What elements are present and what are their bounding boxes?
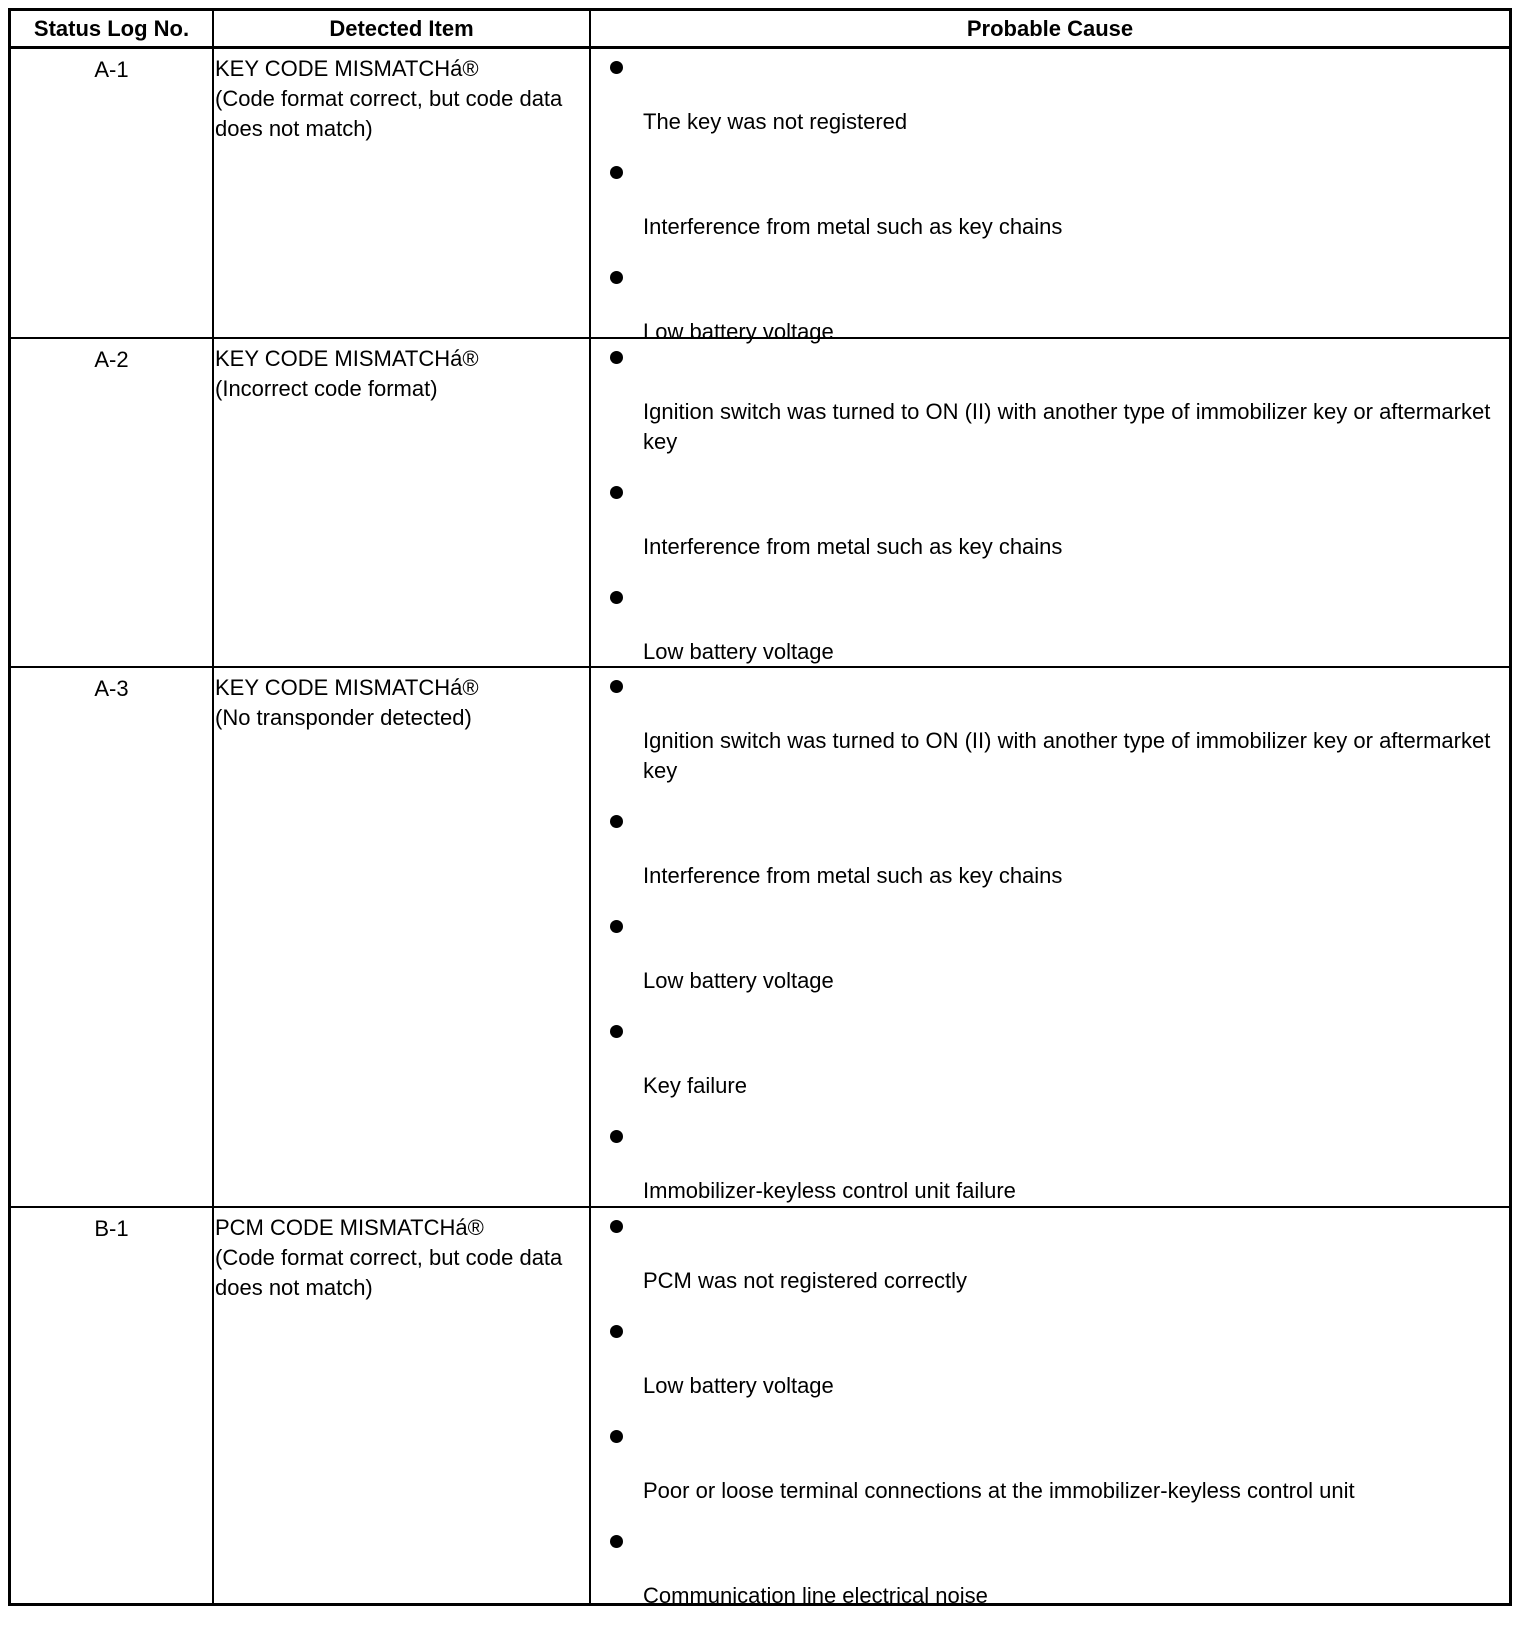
detected-item-title: KEY CODE MISMATCHá® [215, 56, 479, 81]
bullet-icon [610, 486, 623, 499]
detected-item-detail: (Code format correct, but code data does not match) [215, 86, 563, 141]
cause-item [592, 803, 1507, 908]
cause-text: Immobilizer-keyless control unit failure [643, 1178, 1016, 1203]
header-detected-item: Detected Item [329, 15, 474, 41]
table-row [11, 1208, 1509, 1608]
cause-item [592, 1523, 1507, 1628]
probable-cause-list [592, 1208, 1507, 1628]
detected-item [215, 54, 575, 144]
detected-item [215, 344, 575, 404]
detected-item [215, 1213, 575, 1303]
cause-text: Interference from metal such as key chains [643, 534, 1063, 559]
cause-text: Key failure [643, 1073, 747, 1098]
bullet-icon [610, 680, 623, 693]
bullet-icon [610, 591, 623, 604]
cause-text: Poor or loose terminal connections at the immobilizer-keyless control unit [643, 1478, 1355, 1503]
cause-text: Interference from metal such as key chains [643, 214, 1063, 239]
cause-item [592, 668, 1507, 803]
cause-text: Low battery voltage [643, 639, 834, 664]
cause-text: Low battery voltage [643, 1373, 834, 1398]
status-log-no: A-2 [94, 347, 129, 372]
cause-text: Ignition switch was turned to ON (II) with another type of immobilizer key or aftermarket key [643, 399, 1491, 454]
cause-text: PCM was not registered correctly [643, 1268, 967, 1293]
detected-item-title: PCM CODE MISMATCHá® [215, 1215, 484, 1240]
detected-item [215, 673, 575, 733]
detected-item-detail: (Code format correct, but code data does not match) [215, 1245, 563, 1300]
bullet-icon [610, 1430, 623, 1443]
probable-cause-list [592, 49, 1507, 364]
bullet-icon [610, 61, 623, 74]
bullet-icon [610, 1025, 623, 1038]
cause-text: The key was not registered [643, 109, 908, 134]
table-row [11, 339, 1509, 668]
cause-text: Low battery voltage [643, 968, 834, 993]
cause-item [592, 1418, 1507, 1523]
detected-item-detail: (No transponder detected) [215, 705, 472, 730]
table-header [11, 11, 1509, 49]
cause-item [592, 154, 1507, 259]
status-log-no: A-1 [94, 57, 129, 82]
bullet-icon [610, 1325, 623, 1338]
cause-text: Interference from metal such as key chains [643, 863, 1063, 888]
header-probable-cause: Probable Cause [966, 15, 1134, 41]
cause-item [592, 49, 1507, 154]
bullet-icon [610, 815, 623, 828]
cause-item [592, 908, 1507, 1013]
bullet-icon [610, 920, 623, 933]
detected-item-detail: (Incorrect code format) [215, 376, 438, 401]
probable-cause-list [592, 339, 1507, 684]
cause-text: Ignition switch was turned to ON (II) with another type of immobilizer key or aftermarket key [643, 728, 1491, 783]
status-log-no: A-3 [94, 676, 129, 701]
cause-item [592, 1208, 1507, 1313]
cause-text: Communication line electrical noise [643, 1583, 988, 1608]
bullet-icon [610, 1220, 623, 1233]
status-log-table [8, 8, 1512, 1606]
table-row [11, 668, 1509, 1208]
cause-item [592, 339, 1507, 474]
status-log-no: B-1 [94, 1216, 129, 1241]
probable-cause-list [592, 668, 1507, 1223]
detected-item-title: KEY CODE MISMATCHá® [215, 346, 479, 371]
table-row [11, 49, 1509, 344]
cause-item [592, 1013, 1507, 1118]
header-status-log-no: Status Log No. [33, 15, 190, 41]
bullet-icon [610, 1130, 623, 1143]
cause-item [592, 474, 1507, 579]
bullet-icon [610, 1535, 623, 1548]
bullet-icon [610, 166, 623, 179]
detected-item-title: KEY CODE MISMATCHá® [215, 675, 479, 700]
cause-item [592, 1313, 1507, 1418]
cause-text: Low battery voltage [643, 319, 834, 344]
bullet-icon [610, 271, 623, 284]
bullet-icon [610, 351, 623, 364]
